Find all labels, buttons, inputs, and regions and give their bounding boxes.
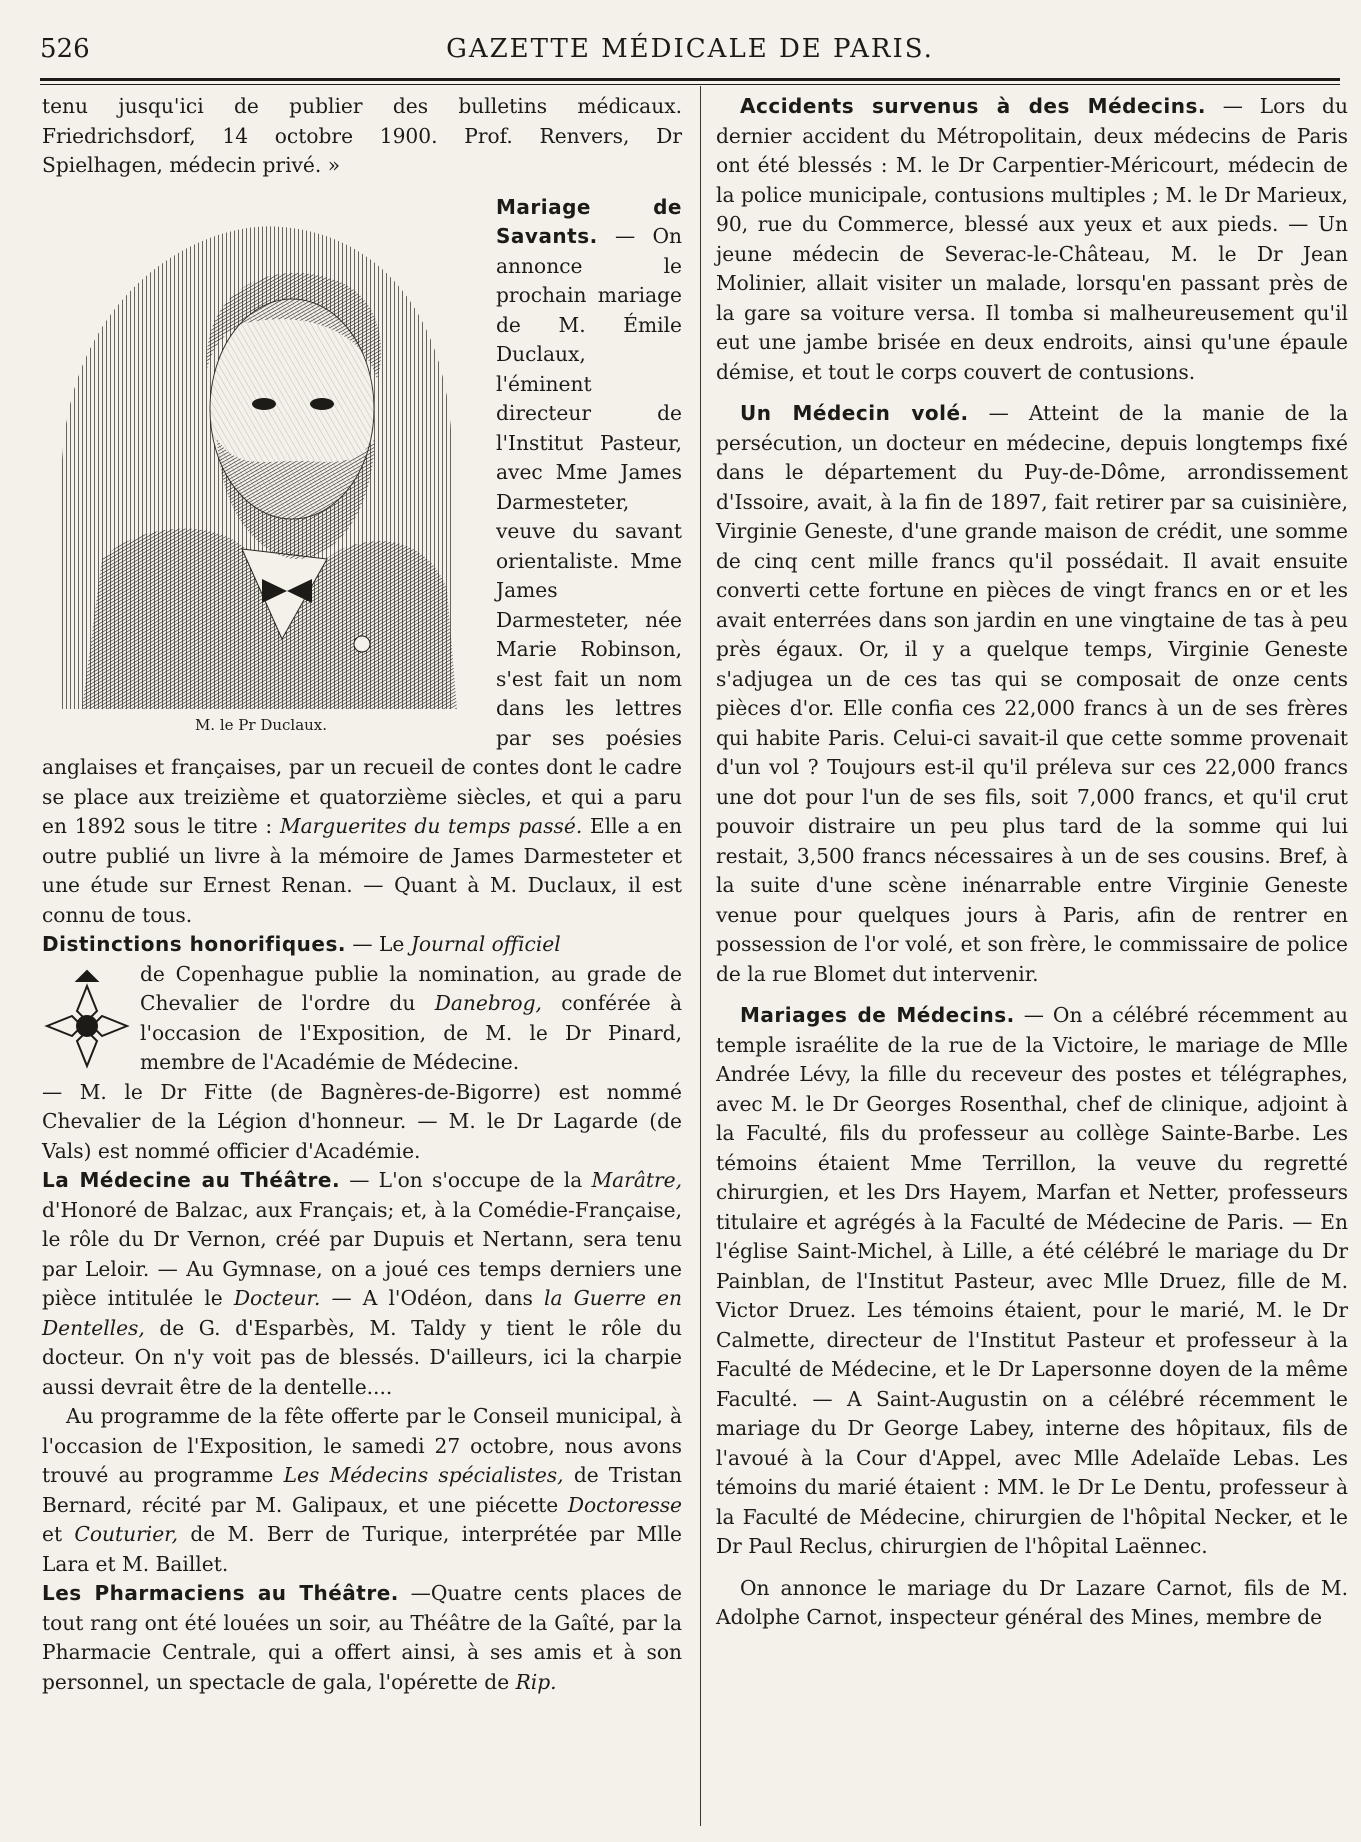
header-rule-thin	[40, 84, 1340, 85]
section-text: Elle a en outre publié un livre à la mémoire de James Darmesteter et une étude sur Ernest Renan. — Quant à M. Duclaux, il est connu de tous.	[42, 814, 682, 927]
running-title: GAZETTE MÉDICALE DE PARIS.	[446, 34, 934, 64]
book-title: Marguerites du temps passé.	[279, 814, 583, 838]
column-divider	[700, 86, 701, 1826]
section-text: —Quatre cents places de tout rang ont été louées un soir, au Théâtre de la Gaîté, par la Pharmacie Centrale, qui a offert ainsi, à ses amis et à son personnel, un spectacle de gala, l'opérette de	[42, 1581, 682, 1694]
spacer	[716, 989, 1348, 1001]
section-text: de M. Berr de Turique, interprétée par Mlle Lara et M. Baillet.	[42, 1522, 683, 1576]
section-text: Au programme de la fête offerte par le Conseil municipal, à l'occasion de l'Exposition, le samedi 27 octobre, nous avons trouvé au programme	[42, 1404, 682, 1487]
section-text: — A l'Odéon, dans	[331, 1286, 533, 1310]
journal-title: Journal officiel	[410, 932, 561, 956]
section-text: de G. d'Esparbès, M. Taldy y tient le rôle du docteur. On n'y voit pas de blessés. D'ailleurs, ici la charpie aussi devrait être de la dentelle....	[42, 1315, 682, 1399]
section-text: conférée à l'occasion de l'Exposition, de M. le Dr Pinard, membre de l'Académie de Médecine.	[140, 991, 683, 1074]
portrait-caption: M. le Pr Duclaux.	[194, 715, 328, 734]
section-text: de Tristan Bernard, récité par M. Galipaux, et une piécette	[42, 1463, 683, 1517]
section-text: — On a célébré récemment au temple israélite de la rue de la Victoire, le mariage de Mlle Andrée Lévy, la fille du receveur des postes et télégraphes, avec M. le Dr Georges Rosenthal, chef de clinique, adjoint à la Faculté, fils du professeur au collège Sainte-Barbe. Les témoins étaient Mme Terrillon, la veuve du regretté chirurgien, et les Drs Hayem, Marfan et Netter, professeurs titulaire et agrégés à la Faculté de Médecine de Paris. — En l'église Saint-Michel, à Lille, a été célébré le mariage du Dr Painblan, de l'Institut Pasteur, avec Mlle Druez, fille de M. Victor Druez. Les témoins étaient, pour le marié, M. le Dr Calmette, directeur de l'Institut Pasteur et professeur à la Faculté de Médecine, et le Dr Lapersonne doyen de la même Faculté. — A Saint-Augustin on a célébré récemment le mariage du Dr George Labey, interne des hôpitaux, fils de l'avoué à la Cour d'Appel, avec Mlle Adelaïde Lebas. Les témoins du marié étaient : MM. le Dr Le Dentu, professeur à la Faculté de Médecine, chirurgien de l'hôpital Necker, et le Dr Paul Reclus, chirurgien de l'hôpital Laënnec.	[716, 1003, 1348, 1558]
play-title: la Guerre en Dentelles,	[42, 1286, 682, 1340]
section-text: de Copenhague publie la nomination, au grade de Chevalier de l'ordre du	[140, 961, 682, 1015]
section-heading: Accidents survenus à des Médecins.	[740, 94, 1206, 118]
spacer	[716, 1562, 1348, 1574]
play-title: Marâtre,	[591, 1168, 682, 1192]
spacer	[716, 387, 1348, 399]
section-text: — M. le Dr Fitte (de Bagnères-de-Bigorre) est nommé Chevalier de la Légion d'honneur. — M. le Dr Lagarde (de Vals) est nommé officier d'Académie.	[42, 1079, 682, 1163]
continuation-paragraph: tenu jusqu'ici de publier des bulletins médicaux. Friedrichsdorf, 14 octobre 1900. Prof. Renvers, Dr Spielhagen, médecin privé. »	[42, 94, 682, 177]
play-title: Rip.	[515, 1669, 557, 1694]
section-heading: Les Pharmaciens au Théâtre.	[42, 1581, 399, 1605]
legion-honour-cross-icon	[42, 966, 132, 1076]
play-title: Docteur.	[233, 1286, 321, 1310]
section-text: — Atteint de la manie de la persécution, un docteur en médecine, depuis longtemps fixé dans le département du Puy-de-Dôme, arrondissement d'Issoire, avait, à la fin de 1897, fait retirer par sa cuisinière, Virginie Geneste, d'une grande maison de crédit, une somme de cinq cent mille francs qu'il possédait. Il avait ensuite converti cette fortune en pièces de vingt francs en or et les avait enterrées dans son jardin en une vingtaine de tas à peu près égaux. Or, il y a quelque temps, Virginie Geneste s'adjugea un de ces tas qui se composait de onze cents pièces d'or. Elle confia ces 22,000 francs à un de ses frères qui habite Paris. Celui-ci savait-il que cette somme provenait d'un vol ? Toujours est-il qu'il préleva sur ces 22,000 francs une dot pour l'un de ses fils, soit 7,000 francs, et qu'il crut pouvoir distraire un peu plus tard de la somme qui lui restait, 3,500 francs nécessaires à un de ses cousins. Bref, à la suite d'une scène inénarrable entre Virginie Geneste venue pour quelques jours à Paris, afin de rentrer en possession de l'or volé, et son frère, le commissaire de police de la rue Blomet dut intervenir.	[716, 401, 1349, 986]
spacer	[42, 181, 682, 193]
header-rule	[40, 78, 1340, 81]
section-heading: La Médecine au Théâtre.	[42, 1168, 341, 1192]
play-title: Couturier,	[74, 1522, 178, 1546]
section-heading: Distinctions honorifiques.	[42, 932, 346, 956]
section-text: — Lors du dernier accident du Métropolitain, deux médecins de Paris ont été blessés : M. le Dr Carpentier-Méricourt, médecin de la police municipale, contusions multiples ; M. le Dr Marieux, 90, rue du Commerce, blessé aux yeux et aux pieds. — Un jeune médecin de Severac-le-Château, M. le Dr Jean Molinier, allait visiter un malade, lorsqu'en passant près de la gare sa voiture versa. Il tomba si malheureusement qu'il eut une jambe brisée en deux endroits, ainsi qu'une épaule démise, et tout le corps couvert de contusions.	[716, 94, 1348, 384]
section-heading: Mariages de Médecins.	[740, 1003, 1015, 1027]
order-name: Danebrog,	[434, 991, 542, 1015]
play-title: Doctoresse	[567, 1492, 683, 1517]
section-text: On annonce le mariage du Dr Lazare Carnot, fils de M. Adolphe Carnot, inspecteur général des Mines, membre de	[716, 1575, 1348, 1629]
engraved-portrait-icon	[42, 199, 480, 709]
section-text: et	[42, 1522, 63, 1546]
section-text: d'Honoré de Balzac, aux Français; et, à la Comédie-Française, le rôle du Dr Vernon, créé par Dupuis et Nertann, sera tenu par Leloir. — Au Gymnase, on a joué ces temps derniers une pièce intitulée le	[42, 1197, 682, 1310]
section-heading: Un Médecin volé.	[740, 401, 969, 425]
section-text: — Le	[352, 932, 405, 956]
section-heading: Mariage de Savants.	[496, 194, 682, 248]
play-title: Les Médecins spécialistes,	[283, 1463, 564, 1487]
page-header	[40, 30, 1340, 64]
section-text: — L'on s'occupe de la	[349, 1168, 583, 1192]
right-column	[716, 92, 1348, 1633]
page-number: 526	[40, 34, 90, 64]
portrait-figure	[42, 199, 480, 739]
left-column	[42, 92, 682, 1697]
section-text: — On annonce le prochain mariage de M. Émile Duclaux, l'éminent directeur de l'Institut Pasteur, avec Mme James Darmesteter, veuve du savant orientaliste. Mme James Darmesteter, née Marie Robinson, s'est fait un nom dans les lettres par ses poésies anglaises et françaises, par un recueil de contes dont le cadre se place aux treizième et quatorzième siècles, et qui a paru en 1892 sous le titre :	[42, 224, 682, 838]
